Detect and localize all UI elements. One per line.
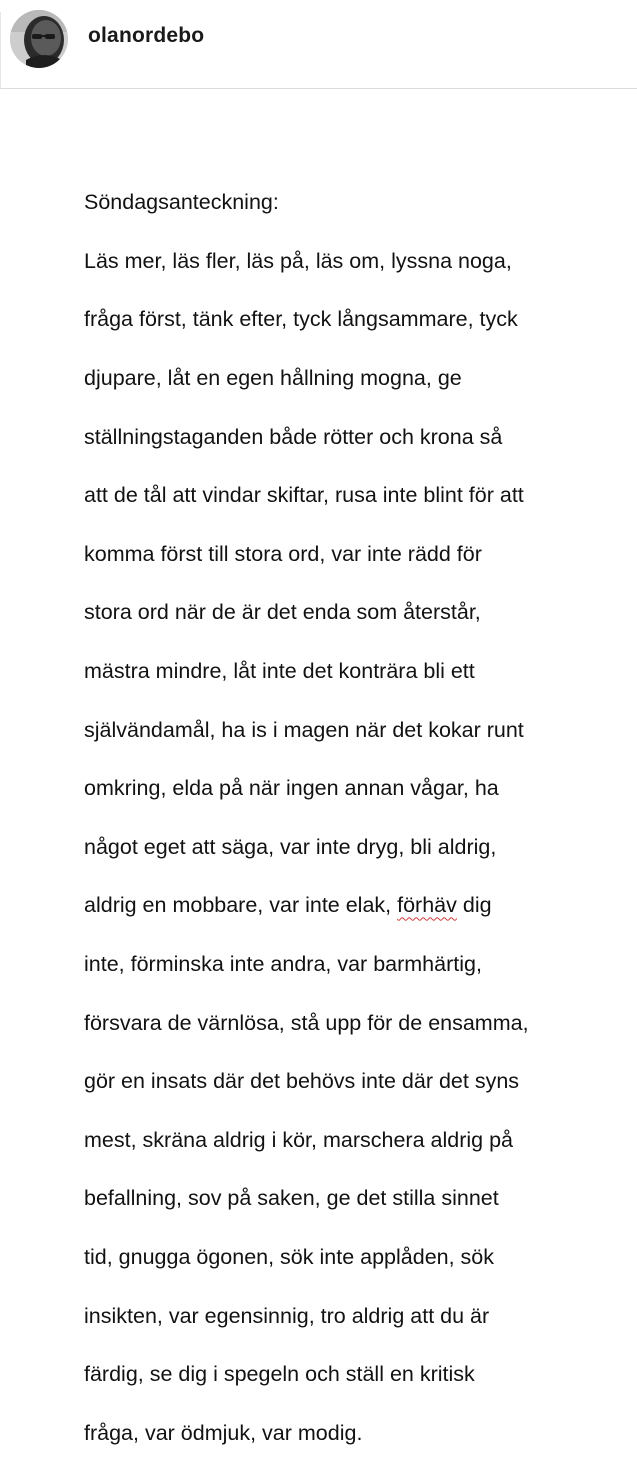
text-line: självändamål, ha is i magen när det kokar runt bbox=[84, 717, 524, 742]
spellcheck-word: förhäv bbox=[397, 893, 457, 918]
text-line: gör en insats där det behövs inte där det syns bbox=[84, 1069, 520, 1094]
text-line: djupare, låt en egen hållning mogna, ge bbox=[84, 366, 462, 391]
text-line: befallning, sov på saken, ge det stilla sinnet bbox=[84, 1186, 499, 1211]
text-segment: dig bbox=[456, 893, 492, 918]
text-line: stora ord när de är det enda som återstår, bbox=[84, 600, 481, 625]
text-line: fråga, var ödmjuk, var modig. bbox=[84, 1420, 363, 1445]
avatar[interactable] bbox=[10, 10, 68, 68]
text-line: fråga först, tänk efter, tyck långsammare, tyck bbox=[84, 307, 518, 332]
post-title: Söndagsanteckning: bbox=[84, 190, 279, 215]
post-text bbox=[84, 159, 632, 1477]
header-divider bbox=[0, 12, 1, 89]
text-line: försvara de värnlösa, stå upp för de ensamma, bbox=[84, 1010, 529, 1035]
text-segment: aldrig en mobbare, var inte elak, bbox=[84, 893, 398, 918]
text-line: omkring, elda på när ingen annan vågar, ha bbox=[84, 776, 499, 801]
text-line: mest, skräna aldrig i kör, marschera aldrig på bbox=[84, 1127, 513, 1152]
text-line-spellcheck bbox=[84, 891, 632, 920]
text-line: komma först till stora ord, var inte rädd för bbox=[84, 541, 482, 566]
text-line: tid, gnugga ögonen, sök inte applåden, sök bbox=[84, 1244, 495, 1269]
username[interactable]: olanordebo bbox=[88, 24, 205, 47]
text-line: insikten, var egensinnig, tro aldrig att du är bbox=[84, 1303, 490, 1328]
text-line: inte, förminska inte andra, var barmhärtig, bbox=[84, 952, 482, 977]
text-line: Läs mer, läs fler, läs på, läs om, lyssna noga, bbox=[84, 248, 512, 273]
text-line: ställningstaganden både rötter och krona så bbox=[84, 424, 503, 449]
text-line: mästra mindre, låt inte det konträra bli ett bbox=[84, 659, 475, 684]
text-line: att de tål att vindar skiftar, rusa inte blint för att bbox=[84, 483, 524, 508]
text-line: färdig, se dig i spegeln och ställ en kritisk bbox=[84, 1362, 475, 1387]
user-avatar-icon bbox=[10, 10, 68, 68]
post-body bbox=[0, 89, 637, 1445]
post-header bbox=[0, 0, 637, 89]
text-line: något eget att säga, var inte dryg, bli aldrig, bbox=[84, 834, 497, 859]
